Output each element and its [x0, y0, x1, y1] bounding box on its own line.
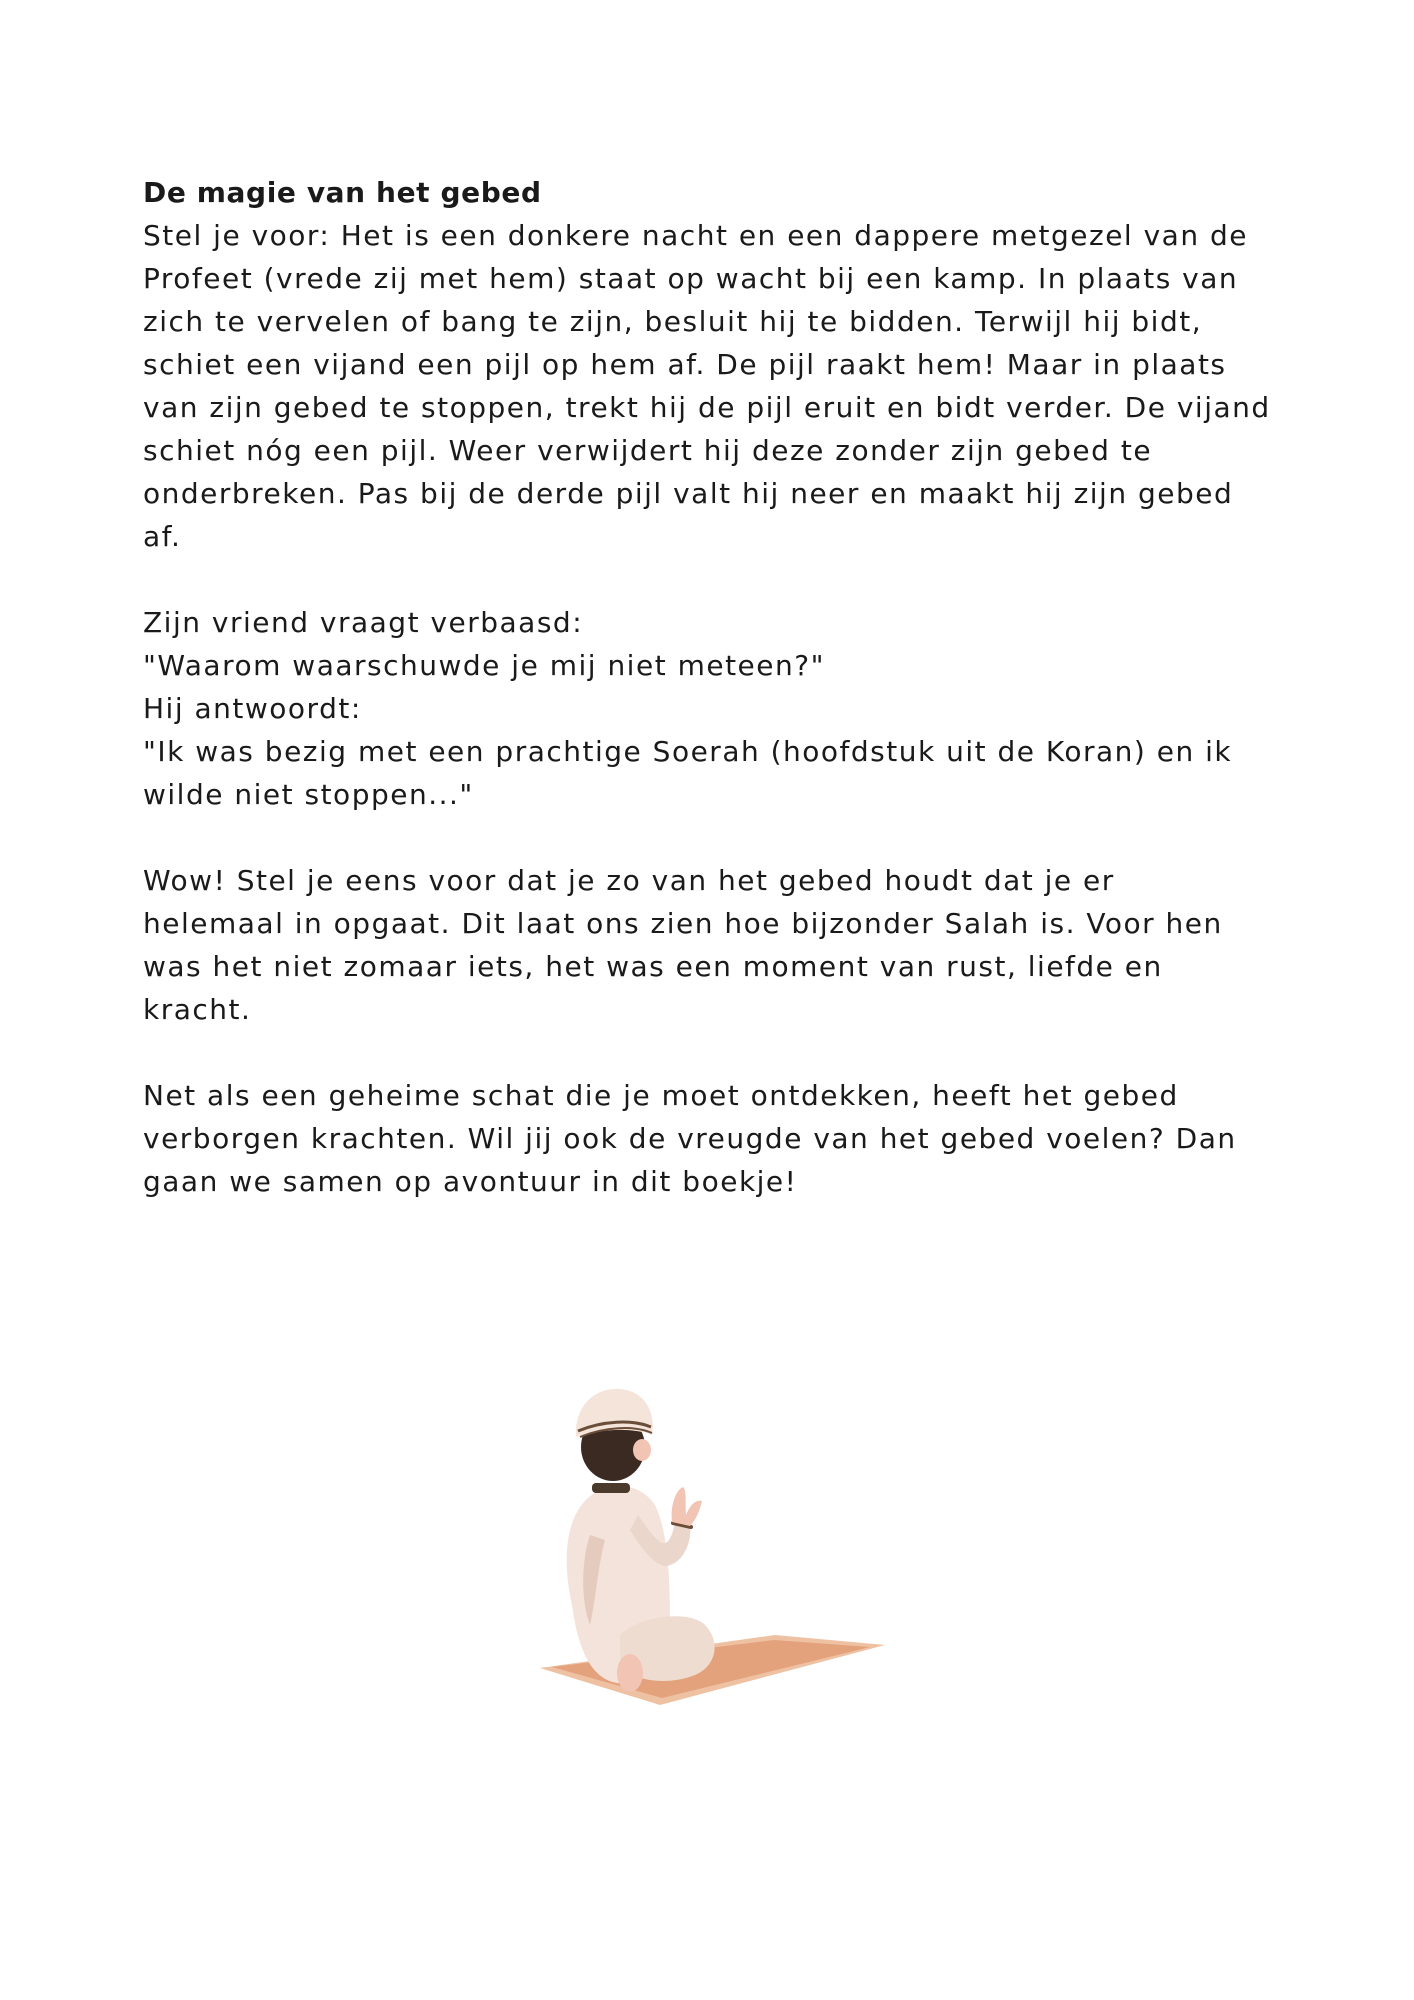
paragraph-invitation [143, 1074, 1293, 1203]
paragraph-line: helemaal in opgaat. Dit laat ons zien hoe bijzonder Salah is. Voor hen [143, 907, 1223, 940]
paragraph-line: af. [143, 520, 182, 553]
paragraph-line: onderbreken. Pas bij de derde pijl valt hij neer en maakt hij zijn gebed [143, 477, 1234, 510]
paragraph-line: kracht. [143, 993, 252, 1026]
praying-child-illustration [520, 1365, 900, 1725]
paragraph-line: Zijn vriend vraagt verbaasd: [143, 606, 584, 639]
paragraph-dialogue [143, 601, 1293, 816]
foot [617, 1654, 643, 1692]
hands [672, 1487, 702, 1526]
paragraph-line: Stel je voor: Het is een donkere nacht en een dappere metgezel van de [143, 219, 1248, 252]
paragraph-line: van zijn gebed te stoppen, trekt hij de pijl eruit en bidt verder. De vijand [143, 391, 1271, 424]
paragraph-line: schiet een vijand een pijl op hem af. De pijl raakt hem! Maar in plaats [143, 348, 1227, 381]
page-title: De magie van het gebed [143, 176, 542, 209]
paragraph-line: zich te vervelen of bang te zijn, besluit hij te bidden. Terwijl hij bidt, [143, 305, 1203, 338]
paragraph-line: schiet nóg een pijl. Weer verwijdert hij deze zonder zijn gebed te [143, 434, 1153, 467]
paragraph-reflection [143, 859, 1293, 1031]
paragraph-line: "Waarom waarschuwde je mij niet meteen?" [143, 649, 825, 682]
paragraph-line: Hij antwoordt: [143, 692, 362, 725]
paragraph-line: "Ik was bezig met een prachtige Soerah (hoofdstuk uit de Koran) en ik [143, 735, 1233, 768]
paragraph-story [143, 214, 1293, 558]
paragraph-line: was het niet zomaar iets, het was een moment van rust, liefde en [143, 950, 1163, 983]
paragraph-line: Wow! Stel je eens voor dat je zo van het gebed houdt dat je er [143, 864, 1115, 897]
paragraph-line: verborgen krachten. Wil jij ook de vreugde van het gebed voelen? Dan [143, 1122, 1237, 1155]
paragraph-line: Profeet (vrede zij met hem) staat op wacht bij een kamp. In plaats van [143, 262, 1239, 295]
paragraph-line: wilde niet stoppen..." [143, 778, 474, 811]
story-text [143, 171, 1293, 1203]
paragraph-line: Net als een geheime schat die je moet ontdekken, heeft het gebed [143, 1079, 1179, 1112]
paragraph-line: gaan we samen op avontuur in dit boekje! [143, 1165, 798, 1198]
ear [633, 1439, 651, 1461]
collar [592, 1483, 630, 1493]
